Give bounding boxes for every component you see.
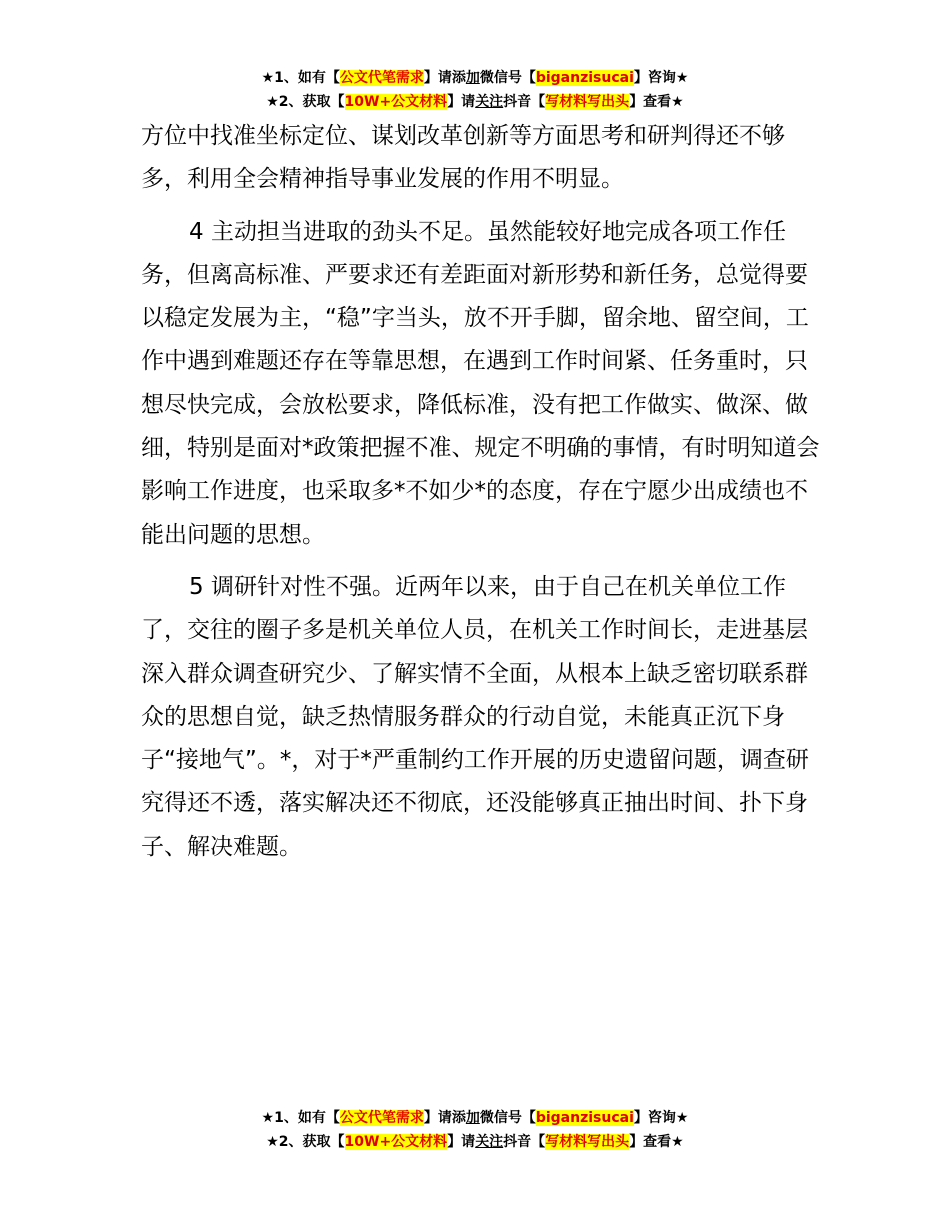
highlight-materials: 10W+公文材料	[344, 1134, 448, 1150]
highlight-ghostwriting: 公文代笔需求	[339, 1110, 424, 1126]
highlight-douyin-account: 写材料写出头	[545, 1134, 630, 1150]
paragraph-5: 5 调研针对性不强。近两年以来，由于自己在机关单位工作了，交往的圈子多是机关单位人员，在机关工作时间长，走进基层深入群众调查研究少、了解实情不全面，从根本上缺乏密切联系群众的思想自觉，缺乏热情服务群众的行动自觉，未能真正沉下身子“接地气”。*，对于*严重制约工作开展的历史遗留问题，调查研究得还不透，落实解决还不彻底，还没能够真正抽出时间、扑下身子、解决难题。	[141, 573, 809, 860]
footer-line-1: ★1、如有【公文代笔需求】请添加微信号【biganzisucai】咨询★	[261, 1110, 689, 1126]
highlight-ghostwriting: 公文代笔需求	[339, 70, 424, 86]
paragraph-4: 4 主动担当进取的劲头不足。虽然能较好地完成各项工作任务，但离高标准、严要求还有差距面对新形势和新任务，总觉得要以稳定发展为主，“稳”字当头，放不开手脚，留余地、留空间，工作中遇到难题还存在等靠思想，在遇到工作时间紧、任务重时，只想尽快完成，会放松要求，降低标准，没有把工作做实、做深、做细，特别是面对*政策把握不准、规定不明确的事情，有时明知道会影响工作进度，也采取多*不如少*的态度，存在宁愿少出成绩也不能出问题的思想。	[141, 218, 820, 548]
banner-line-1: ★1、如有【公文代笔需求】请添加微信号【biganzisucai】咨询★	[261, 70, 689, 86]
document-body	[141, 115, 821, 869]
banner-line-2: ★2、获取【10W+公文材料】请关注抖音【写材料写出头】查看★	[266, 94, 684, 110]
highlight-wechat-id: biganzisucai	[535, 1110, 634, 1126]
highlight-wechat-id: biganzisucai	[535, 70, 634, 86]
highlight-materials: 10W+公文材料	[344, 94, 448, 110]
paragraph-continued: 方位中找准坐标定位、谋划改革创新等方面思考和研判得还不够多，利用全会精神指导事业发展的作用不明显。	[141, 123, 785, 193]
highlight-douyin-account: 写材料写出头	[545, 94, 630, 110]
header-banner	[0, 66, 950, 114]
footer-banner	[0, 1106, 950, 1154]
footer-line-2: ★2、获取【10W+公文材料】请关注抖音【写材料写出头】查看★	[266, 1134, 684, 1150]
